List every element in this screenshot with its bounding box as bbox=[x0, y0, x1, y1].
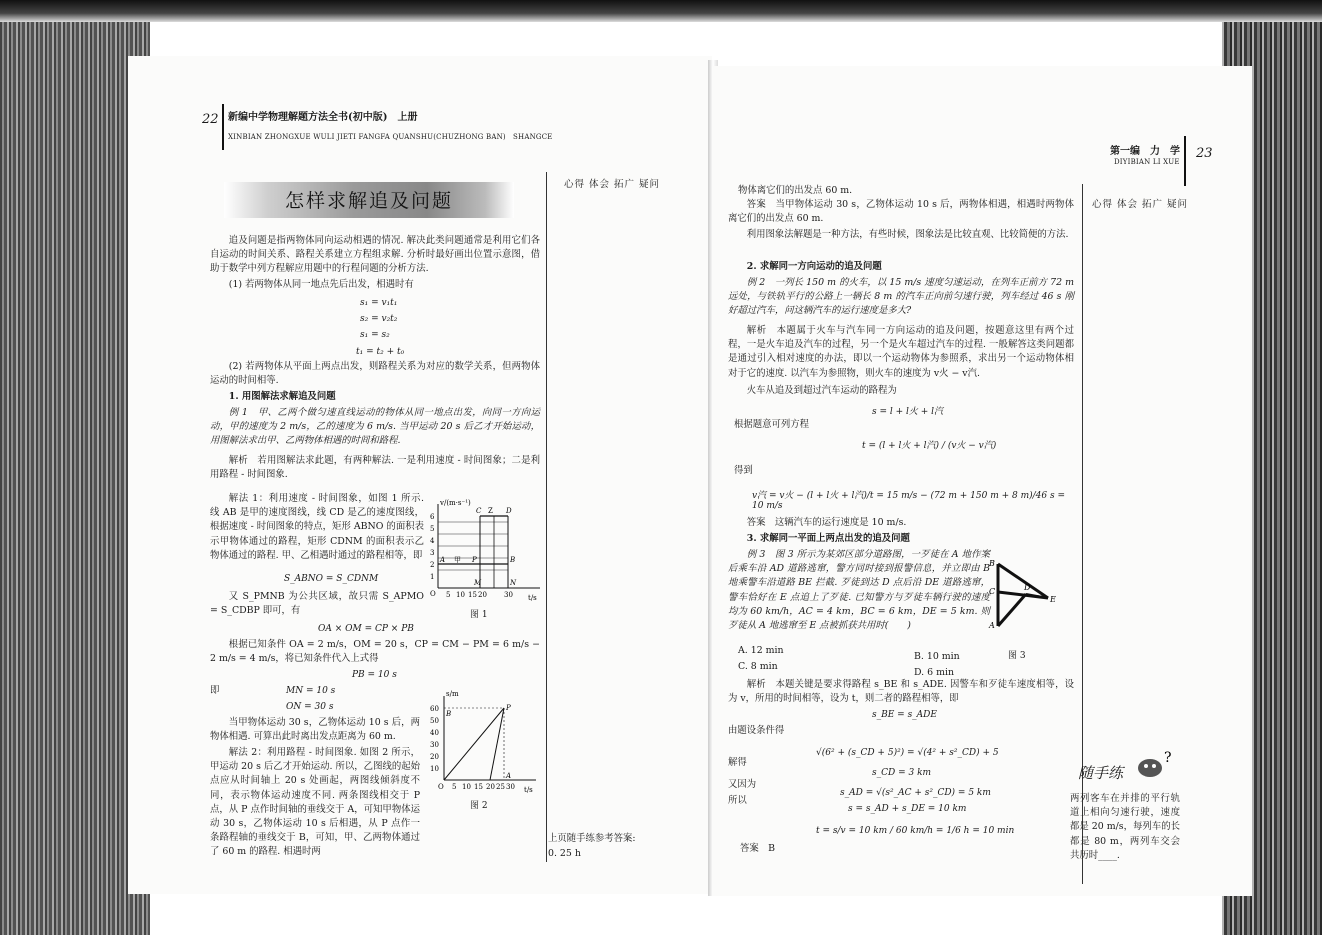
eq-s: s = l + l火 + l汽 bbox=[872, 407, 944, 417]
fig2-ylabel: s/m bbox=[446, 690, 459, 698]
fig1-ytick: 3 bbox=[430, 549, 435, 557]
fig3-point: B bbox=[989, 559, 995, 568]
result-1: 当甲物体运动 30 s，乙物体运动 10 s 后，两物体相遇. 可算出此时离出发点距离为 60 m. bbox=[210, 717, 420, 743]
option-c: C. 8 min bbox=[738, 661, 778, 672]
analysis-1: 解析 若用图解法求此题，有两种解法. 一是利用速度 - 时间图象；二是利用路程 - 时间图象. bbox=[210, 455, 540, 481]
answer-2: 答案 这辆汽车的运行速度是 10 m/s. bbox=[746, 517, 907, 528]
fig3-point: C bbox=[989, 587, 996, 596]
practice-text: 两列客车在并排的平行轨道上相向匀速行驶，速度都是 20 m/s，每列车的长都是 80 m，两列车交会共历时____. bbox=[1070, 793, 1180, 861]
fig3-point: D bbox=[1024, 583, 1031, 592]
fig1-point: D bbox=[506, 507, 512, 515]
option-b: B. 10 min bbox=[914, 651, 960, 662]
practice-title: 随手练 bbox=[1078, 764, 1124, 782]
fig2-ytick: 10 bbox=[430, 765, 439, 773]
header-title: 第一编 力 学 bbox=[1110, 146, 1180, 157]
eq-s2: s = s_AD + s_DE = 10 km bbox=[848, 804, 967, 814]
fig1-point: A bbox=[440, 556, 446, 564]
fig1-point: Z bbox=[488, 507, 493, 515]
fig2-ytick: 30 bbox=[430, 741, 439, 749]
path-text: 火车从追及到超过汽车运动的路程为 bbox=[746, 385, 897, 396]
fig1-xtick: 30 bbox=[504, 591, 513, 599]
get-text: 得到 bbox=[734, 465, 753, 476]
fig2-xtick: 25 bbox=[496, 783, 505, 791]
eq-sad: s_AD = √(s²_AC + s²_CD) = 5 km bbox=[840, 788, 991, 798]
fig2-xtick: O bbox=[438, 783, 444, 791]
fig1-xtick: 10 bbox=[456, 591, 465, 599]
intro-paragraph: 追及问题是指两物体同向运动相遇的情况. 解决此类问题通常是利用它们各自运动的时间关系、路程关系建立方程组求解. 分析时最好画出位置示意图，借助于数学中列方程解应用题中的行程问题的分析方法. bbox=[210, 235, 540, 275]
page-number: 22 bbox=[202, 112, 219, 127]
case2-text: (2) 若两物体从平面上两点出发，则路程关系为对应的数学关系，但两物体运动的时间相等. bbox=[210, 361, 540, 387]
cond-text: 由题设条件得 bbox=[728, 725, 785, 736]
fig1-ylabel: v/(m·s⁻¹) bbox=[440, 499, 471, 507]
fig1-ytick: 2 bbox=[430, 561, 435, 569]
known-text: 根据已知条件 OA = 2 m/s，OM = 20 s，CP = CM − PM = 6 m/s − 2 m/s = 4 m/s，将已知条件代入上式得 bbox=[210, 639, 540, 665]
fig1-ytick: 6 bbox=[430, 513, 435, 521]
fig1-xtick: 15 bbox=[468, 591, 477, 599]
fig1-xtick: 5 bbox=[446, 591, 451, 599]
fig2-xtick: 10 bbox=[462, 783, 471, 791]
eq-3: s₁ = s₂ bbox=[360, 330, 390, 340]
fig2-xtick: 15 bbox=[474, 783, 483, 791]
eq-v: v汽 = v火 − (l + l火 + l汽)/t = 15 m/s − (72 m + 150 m + 8 m)/46 s = 10 m/s bbox=[752, 491, 1066, 511]
section-1-heading: 1. 用图解法求解追及问题 bbox=[228, 391, 336, 402]
fig1-xtick: 20 bbox=[478, 591, 487, 599]
eq-scd: s_CD = 3 km bbox=[872, 768, 932, 778]
figure-3-road-map bbox=[988, 556, 1078, 636]
answer-note-label: 上页随手练参考答案: bbox=[548, 833, 636, 844]
question-mark-icon: ? bbox=[1164, 750, 1172, 766]
figure-1-caption: 图 1 bbox=[470, 610, 488, 620]
line-yi bbox=[490, 708, 504, 780]
fig1-point: 甲 bbox=[454, 556, 461, 564]
fig2-ytick: 20 bbox=[430, 753, 439, 761]
fig1-ytick: 5 bbox=[430, 525, 435, 533]
fig2-xtick: 5 bbox=[452, 783, 457, 791]
fig2-point: P bbox=[506, 704, 511, 712]
eq-area: S_ABNO = S_CDNM bbox=[284, 574, 379, 584]
article-title: 怎样求解追及问题 bbox=[284, 190, 453, 212]
figure-2-caption: 图 2 bbox=[470, 801, 488, 811]
continued-text: 物体离它们的出发点 60 m. bbox=[738, 185, 853, 196]
column-rule bbox=[546, 172, 547, 862]
eq-oa: OA × OM = CP × PB bbox=[318, 624, 414, 634]
figure-3-caption: 图 3 bbox=[1008, 651, 1026, 661]
answer-3: 答案 B bbox=[740, 843, 776, 854]
fig1-point: M bbox=[474, 579, 482, 587]
fig1-point: N bbox=[510, 579, 517, 587]
fig2-ytick: 60 bbox=[430, 705, 439, 713]
right-page bbox=[712, 66, 1252, 896]
eq-1: s₁ = v₁t₁ bbox=[360, 298, 398, 308]
fig3-point: A bbox=[989, 621, 995, 630]
option-d: D. 6 min bbox=[914, 667, 955, 678]
figure-1-vt-graph bbox=[424, 496, 544, 606]
fig2-point: B bbox=[446, 710, 452, 718]
fig1-xtick: O bbox=[430, 590, 436, 598]
answer-1: 答案 当甲物体运动 30 s，乙物体运动 10 s 后，两物体相遇，相遇时两物体离它们的出发点 60 m. bbox=[728, 199, 1074, 225]
example-2: 例 2 一列长 150 m 的火车，以 15 m/s 速度匀速运动，在列车正前方 72 m 远处，与铁轨平行的公路上一辆长 8 m 的汽车正向前匀速行驶，列车经过 46 s 刚好超过汽车，问这辆汽车的运行速度是多大? bbox=[728, 277, 1074, 317]
section-2-heading: 2. 求解同一方向运动的追及问题 bbox=[746, 261, 882, 272]
header-rule bbox=[222, 104, 224, 150]
figure-2-st-graph bbox=[424, 688, 544, 798]
also-text: 又 S_PMNB 为公共区域，故只需 S_APMO = S_CDBP 即可，有 bbox=[210, 591, 424, 617]
fig2-ytick: 50 bbox=[430, 717, 439, 725]
fig2-xtick: 20 bbox=[486, 783, 495, 791]
then-text: 即 bbox=[210, 685, 220, 696]
fig2-xtick: 30 bbox=[506, 783, 515, 791]
eq-sbe: s_BE = s_ADE bbox=[872, 710, 937, 720]
eq-by-text: 根据题意可列方程 bbox=[734, 419, 810, 430]
page-number: 23 bbox=[1196, 146, 1213, 161]
section-3-heading: 3. 求解同一平面上两点出发的追及问题 bbox=[746, 533, 910, 544]
eq-on: ON = 30 s bbox=[286, 702, 334, 712]
eq-4: t₁ = t₂ + t₀ bbox=[356, 347, 405, 357]
eq-pb: PB = 10 s bbox=[352, 670, 397, 680]
method-1: 解法 1：利用速度 - 时间图象，如图 1 所示. 线 AB 是甲的速度图线，线 CD 是乙的速度图线，根据速度 - 时间图象的特点，矩形 ABNO 的面积表示甲物体通过的路程，矩形 CDNM 的面积表示乙物体通过的路程. 甲、乙相遇时通过的路程相等，即 bbox=[210, 493, 424, 561]
eq-t: t = (l + l火 + l汽) / (v火 − v汽) bbox=[862, 441, 997, 451]
left-page bbox=[128, 56, 712, 894]
option-a: A. 12 min bbox=[738, 645, 784, 656]
example-1: 例 1 甲、乙两个做匀速直线运动的物体从同一地点出发，向同一方向运动，甲的速度为 2 m/s，乙的速度为 6 m/s. 当甲运动 20 s 后乙才开始运动，用图解法求出甲、乙两物体相遇的时间和路程. bbox=[210, 407, 540, 447]
eq-t2: t = s/v = 10 km / 60 km/h = 1/6 h = 10 min bbox=[816, 826, 1015, 836]
also-text: 又因为 bbox=[728, 779, 757, 790]
side-label: 心得 体会 拓广 疑问 bbox=[1092, 199, 1189, 210]
note-1: 利用图象法解题是一种方法，有些时候，图象法是比较直观、比较简便的方法. bbox=[746, 229, 1069, 240]
example-3: 例 3 图 3 所示为某郊区部分道路图，一歹徒在 A 地作案后乘车沿 AD 道路逃窜，警方同时接到报警信息，并立即由 B 地乘警车沿道路 BE 拦截. 歹徒到达 D 点后沿 DE 道路逃窜，警车恰好在 E 点追上了歹徒. 已知警方与歹徒车辆行驶的速度均为 60 km/h，AC = 4 km，BC = 6 km，DE = 5 km. 则歹徒从 A 地逃窜至 E 点被抓获共用时( ) bbox=[728, 549, 990, 632]
fig1-point: C bbox=[476, 507, 482, 515]
header-rule bbox=[1184, 136, 1186, 186]
eq-2: s₂ = v₂t₂ bbox=[360, 314, 398, 324]
scan-top-shadow bbox=[0, 0, 1322, 22]
eq-mn: MN = 10 s bbox=[286, 686, 336, 696]
line-jia bbox=[444, 708, 504, 780]
side-label: 心得 体会 拓广 疑问 bbox=[564, 179, 661, 190]
answer-note-value: 0. 25 h bbox=[548, 848, 581, 859]
fig1-ytick: 1 bbox=[430, 573, 435, 581]
solve-text: 解得 bbox=[728, 757, 747, 768]
method-2: 解法 2：利用路程 - 时间图象. 如图 2 所示，甲运动 20 s 后乙才开始运动. 所以，乙图线的起始点应从时间轴上 20 s 处画起，两图线倾斜度不同，表示物体运动速度不同. 两条图线相交于 P 点，从 P 点作时间轴的垂线交于 A，可知甲物体运动 30 s，乙物体运动 10 s 后相遇，从 P 点作一条路程轴的垂线交于 B，可知，甲、乙两物体通过了 60 m 的路程. 相遇时两 bbox=[210, 747, 420, 858]
header-pinyin: DIYIBIAN LI XUE bbox=[1114, 158, 1180, 166]
fig2-xlabel: t/s bbox=[524, 786, 533, 794]
so-text: 所以 bbox=[728, 795, 747, 806]
analysis-3: 解析 本题关键是要求得路程 s_BE 和 s_ADE. 因警车和歹徒车速度相等，设为 v，所用的时间相等，设为 t，则二者的路程相等，即 bbox=[728, 679, 1074, 705]
header-title: 新编中学物理解题方法全书(初中版) 上册 bbox=[228, 112, 418, 123]
fig1-point: P bbox=[472, 556, 477, 564]
fig1-point: B bbox=[510, 556, 516, 564]
case1-text: (1) 若两物体从同一地点先后出发，相遇时有 bbox=[228, 279, 414, 290]
fig3-point: E bbox=[1050, 595, 1056, 604]
analysis-2: 解析 本题属于火车与汽车同一方向运动的追及问题，按题意这里有两个过程，一是火车追及汽车的过程，另一个是火车超过汽车的过程. 一般解答这类问题都是通过引入相对速度的办法，即以一个运动物体为参照系，求出另一个运动物体相对于它的速度. 以汽车为参照物，则火车的速度为 v火 − v汽. bbox=[728, 325, 1074, 379]
fig1-xlabel: t/s bbox=[528, 594, 537, 602]
fig2-ytick: 40 bbox=[430, 729, 439, 737]
practice-mascot bbox=[1130, 746, 1180, 786]
fig2-point: A bbox=[506, 772, 512, 780]
header-pinyin: XINBIAN ZHONGXUE WULI JIETI FANGFA QUANSHU(CHUZHONG BAN) SHANGCE bbox=[228, 133, 553, 141]
eq-sqrt: √(6² + (s_CD + 5)²) = √(4² + s²_CD) + 5 bbox=[816, 748, 999, 758]
fig1-ytick: 4 bbox=[430, 537, 435, 545]
